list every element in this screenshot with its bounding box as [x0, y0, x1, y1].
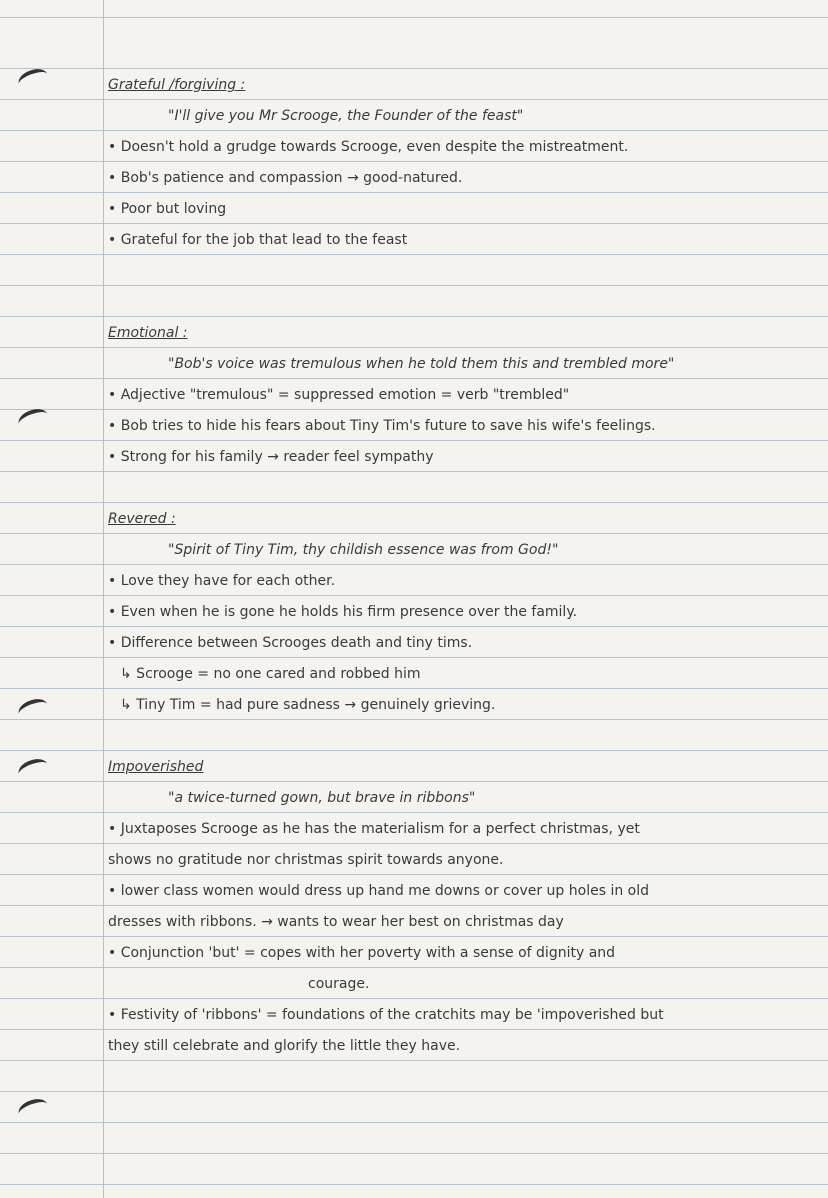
bullet-point: • Festivity of 'ribbons' = foundations of the cratchits may be 'impoverished but [108, 1007, 664, 1023]
bullet-point: • Conjunction 'but' = copes with her poverty with a sense of dignity and [108, 945, 616, 961]
bullet-point: • Love they have for each other. [108, 573, 336, 589]
section-quote: "a twice-turned gown, but brave in ribbons" [168, 790, 476, 806]
bullet-point: • Grateful for the job that lead to the feast [108, 232, 408, 248]
bullet-continuation: courage. [308, 976, 370, 992]
bullet-point: • Poor but loving [108, 201, 227, 217]
bullet-point: • Doesn't hold a grudge towards Scrooge, even despite the mistreatment. [108, 139, 629, 155]
section-heading: Impoverished [108, 759, 204, 775]
bullet-point: • Even when he is gone he holds his firm presence over the family. [108, 604, 578, 620]
bullet-point: • Strong for his family → reader feel sympathy [108, 449, 434, 465]
bullet-continuation: dresses with ribbons. → wants to wear her best on christmas day [108, 914, 564, 930]
section-heading: Grateful /forgiving : [108, 77, 246, 93]
bullet-continuation: shows no gratitude nor christmas spirit towards anyone. [108, 852, 504, 868]
sub-point: ↳ Tiny Tim = had pure sadness → genuinely grieving. [120, 697, 496, 713]
bullet-point: • Adjective "tremulous" = suppressed emotion = verb "trembled" [108, 387, 570, 403]
bullet-point: • Juxtaposes Scrooge as he has the materialism for a perfect christmas, yet [108, 821, 640, 837]
section-quote: "Spirit of Tiny Tim, thy childish essence was from God!" [168, 542, 559, 558]
binder-hole [16, 1095, 50, 1122]
binder-hole [16, 695, 50, 722]
section-heading: Revered : [108, 511, 176, 527]
bullet-continuation: they still celebrate and glorify the little they have. [108, 1038, 461, 1054]
sub-point: ↳ Scrooge = no one cared and robbed him [120, 666, 421, 682]
binder-hole [16, 755, 50, 782]
bullet-point: • lower class women would dress up hand me downs or cover up holes in old [108, 883, 650, 899]
notes-content [108, 70, 808, 1062]
binder-hole [16, 65, 50, 92]
margin-line [103, 0, 104, 1198]
section-quote: "I'll give you Mr Scrooge, the Founder of the feast" [168, 108, 524, 124]
section-heading: Emotional : [108, 325, 188, 341]
section-quote: "Bob's voice was tremulous when he told them this and trembled more" [168, 356, 675, 372]
binder-hole [16, 405, 50, 432]
bullet-point: • Bob tries to hide his fears about Tiny Tim's future to save his wife's feelings. [108, 418, 656, 434]
bullet-point: • Difference between Scrooges death and tiny tims. [108, 635, 473, 651]
bullet-point: • Bob's patience and compassion → good-natured. [108, 170, 463, 186]
